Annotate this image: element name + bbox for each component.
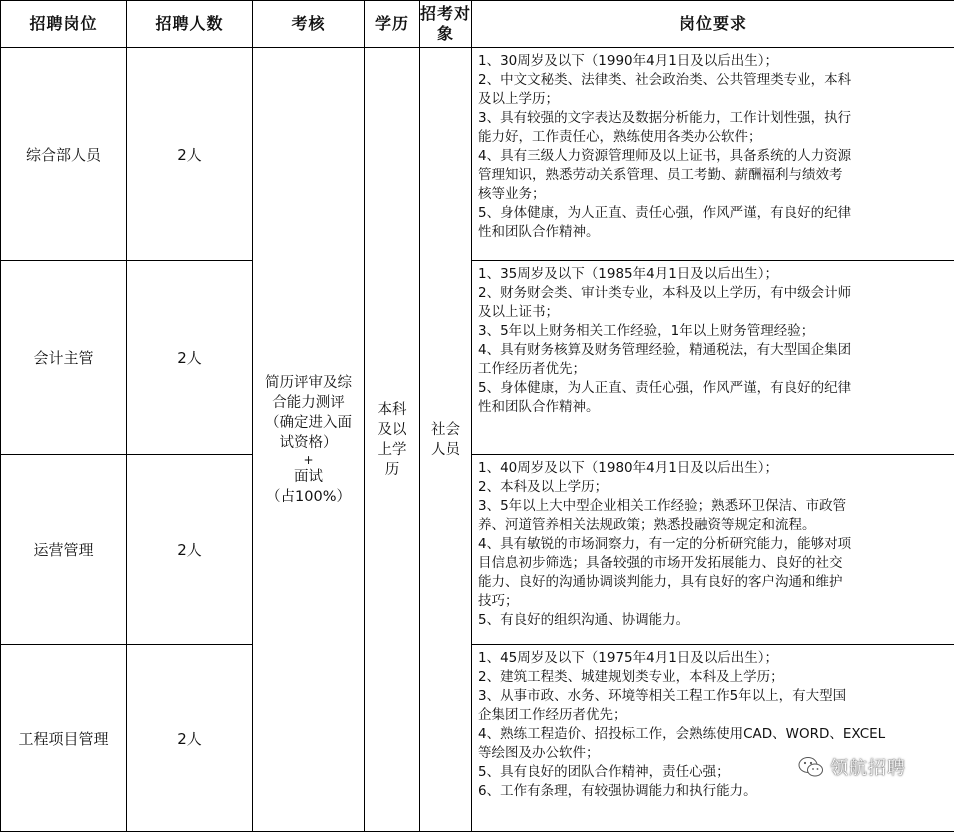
requirements-cell [472, 48, 954, 261]
watermark-text: 领航招聘 [830, 754, 906, 780]
requirement-line: 1、45周岁及以下（1975年4月1日及以后出生）； [478, 649, 950, 668]
requirement-line: 4、具有敏锐的市场洞察力，有一定的分析研究能力，能够对项 [478, 535, 950, 554]
requirement-line: 1、35周岁及以下（1985年4月1日及以后出生）； [478, 265, 950, 284]
requirement-line: 3、具有较强的文字表达及数据分析能力，工作计划性强，执行 [478, 109, 950, 128]
position-cell: 工程项目管理 [1, 645, 127, 832]
header-education: 学历 [365, 1, 420, 48]
assessment-line: 合能力测评 [253, 393, 364, 413]
count-cell: 2人 [127, 48, 253, 261]
table-row [1, 645, 954, 832]
education-line: 本科 [365, 400, 419, 420]
requirement-line: 5、身体健康，为人正直、责任心强，作风严谨，有良好的纪律 [478, 204, 950, 223]
target-cell [420, 48, 472, 832]
requirement-line: 2、建筑工程类、城建规划类专业，本科及上学历； [478, 668, 950, 687]
table-row [1, 48, 954, 261]
requirement-line: 及以上学历； [478, 90, 950, 109]
requirement-line: 核等业务； [478, 185, 950, 204]
requirement-line: 目信息初步筛选；具备较强的市场开发拓展能力、良好的社交 [478, 554, 950, 573]
requirement-line: 2、中文文秘类、法律类、社会政治类、公共管理类专业，本科 [478, 71, 950, 90]
header-row [1, 1, 954, 48]
requirement-line: 工作经历者优先； [478, 360, 950, 379]
count-cell: 2人 [127, 645, 253, 832]
assessment-line: （占100%） [253, 487, 364, 507]
assessment-cell [253, 48, 365, 832]
requirement-line: 性和团队合作精神。 [478, 398, 950, 417]
requirements-cell [472, 455, 954, 645]
requirement-line: 4、具有三级人力资源管理师及以上证书，具备系统的人力资源 [478, 147, 950, 166]
requirement-line: 1、40周岁及以下（1980年4月1日及以后出生）； [478, 459, 950, 478]
requirement-line: 3、5年以上大中型企业相关工作经验；熟悉环卫保洁、市政管 [478, 497, 950, 516]
education-line: 及以 [365, 420, 419, 440]
header-position: 招聘岗位 [1, 1, 127, 48]
requirement-line: 养、河道管养相关法规政策；熟悉投融资等规定和流程。 [478, 516, 950, 535]
education-line: 上学 [365, 440, 419, 460]
requirement-line: 6、工作有条理，有较强协调能力和执行能力。 [478, 782, 950, 801]
requirement-line: 2、财务财会类、审计类专业，本科及以上学历，有中级会计师 [478, 284, 950, 303]
requirement-line: 5、有良好的组织沟通、协调能力。 [478, 611, 950, 630]
requirement-line: 5、具有良好的团队合作精神，责任心强； [478, 763, 950, 782]
position-cell: 运营管理 [1, 455, 127, 645]
assessment-line: （确定进入面 [253, 413, 364, 433]
watermark [798, 754, 906, 780]
header-target: 招考对象 [420, 1, 472, 48]
requirements-cell [472, 261, 954, 455]
requirement-line: 等绘图及办公软件； [478, 744, 950, 763]
requirement-line: 技巧； [478, 592, 950, 611]
requirement-line: 3、5年以上财务相关工作经验，1年以上财务管理经验； [478, 322, 950, 341]
requirement-line: 及以上证书； [478, 303, 950, 322]
target-line: 社会 [420, 420, 471, 440]
requirement-line: 3、从事市政、水务、环境等相关工程工作5年以上，有大型国 [478, 687, 950, 706]
assessment-line: 试资格） [253, 433, 364, 453]
requirement-line: 能力、良好的沟通协调谈判能力，具有良好的客户沟通和维护 [478, 573, 950, 592]
requirement-line: 管理知识，熟悉劳动关系管理、员工考勤、薪酬福利与绩效考 [478, 166, 950, 185]
requirements-cell [472, 645, 954, 832]
count-cell: 2人 [127, 455, 253, 645]
target-line: 人员 [420, 440, 471, 460]
assessment-plus: + [253, 453, 364, 467]
requirement-line: 4、具有财务核算及财务管理经验，精通税法，有大型国企集团 [478, 341, 950, 360]
header-requirements: 岗位要求 [472, 1, 954, 48]
education-cell [365, 48, 420, 832]
header-count: 招聘人数 [127, 1, 253, 48]
requirement-line: 能力好，工作责任心，熟练使用各类办公软件； [478, 128, 950, 147]
wechat-icon [798, 756, 824, 778]
position-cell: 综合部人员 [1, 48, 127, 261]
requirement-line: 5、身体健康，为人正直、责任心强，作风严谨，有良好的纪律 [478, 379, 950, 398]
requirement-line: 1、30周岁及以下（1990年4月1日及以后出生）； [478, 52, 950, 71]
requirement-line: 性和团队合作精神。 [478, 223, 950, 242]
position-cell: 会计主管 [1, 261, 127, 455]
requirement-line: 4、熟练工程造价、招投标工作，会熟练使用CAD、WORD、EXCEL [478, 725, 950, 744]
requirement-line: 企集团工作经历者优先； [478, 706, 950, 725]
requirement-line: 2、本科及以上学历； [478, 478, 950, 497]
assessment-line: 面试 [253, 467, 364, 487]
education-line: 历 [365, 460, 419, 480]
count-cell: 2人 [127, 261, 253, 455]
table-row [1, 261, 954, 455]
assessment-line: 简历评审及综 [253, 373, 364, 393]
header-assessment: 考核 [253, 1, 365, 48]
table-row [1, 455, 954, 645]
